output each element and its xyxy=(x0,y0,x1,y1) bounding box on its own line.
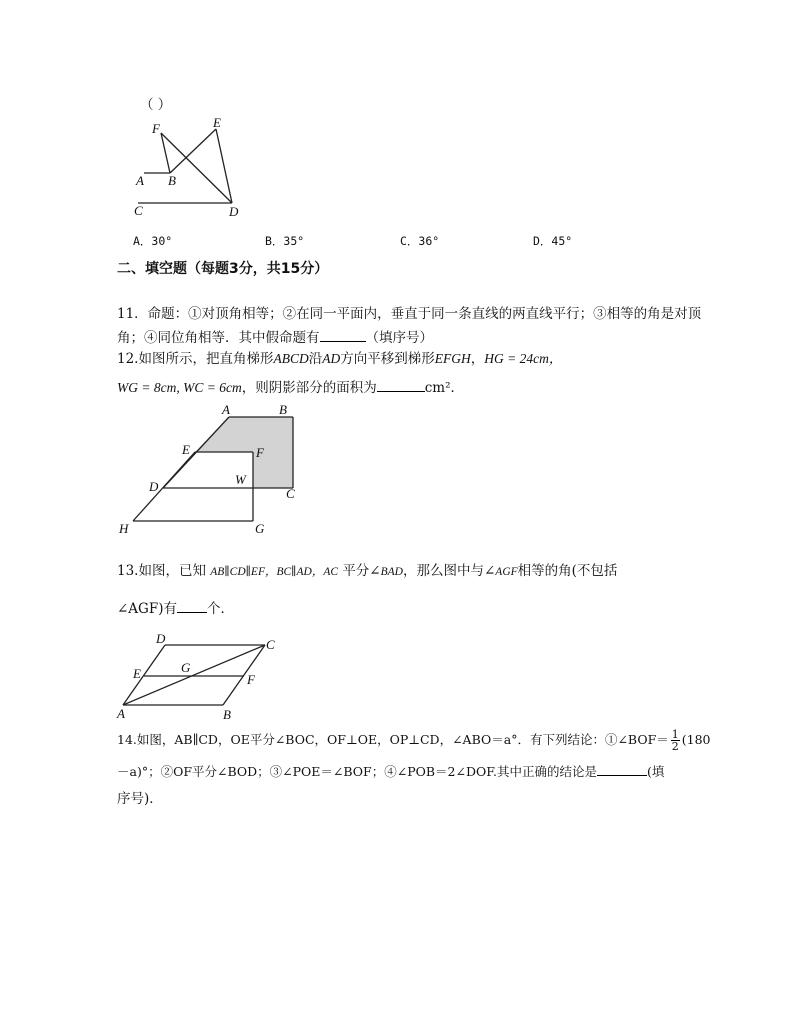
label-f: F xyxy=(256,445,264,460)
label-g: G xyxy=(181,660,191,675)
q12-text-a: 12.如图所示，把直角梯形 xyxy=(117,351,274,367)
q12-ad: AD xyxy=(322,351,341,366)
q11-line2 xyxy=(117,326,433,346)
fraction-one-half: $\frac{1}{2}$ xyxy=(671,728,679,753)
q14-answer-blank[interactable] xyxy=(597,763,647,776)
q14-text-d: (填 xyxy=(646,764,665,779)
q12-line1: 12.如图所示，把直角梯形ABCD沿AD方向平移到梯形EFGH，HG = 24cm， xyxy=(117,351,563,367)
label-e: E xyxy=(213,115,221,130)
q14-text-b: (180 xyxy=(681,732,711,747)
label-h: H xyxy=(119,521,129,536)
q13-text-d: 相等的角(不包括 xyxy=(517,563,618,579)
q11-suffix: （填序号） xyxy=(365,330,433,346)
q12-unit: cm²． xyxy=(424,380,464,396)
label-a: A xyxy=(222,402,230,417)
label-b: B xyxy=(168,173,176,188)
label-b: B xyxy=(279,402,287,417)
q13-text-a: 13.如图，已知 xyxy=(117,563,206,579)
option-b[interactable]: B．35° xyxy=(265,234,305,248)
segment-be xyxy=(170,129,216,173)
q13-answer-blank[interactable] xyxy=(177,600,207,613)
q14-text-c: －a)°；②OF平分∠BOD；③∠POE＝∠BOF；④∠POB＝2∠DOF.其中正确的结论是 xyxy=(117,764,597,779)
q11-answer-blank[interactable] xyxy=(320,329,366,342)
option-d[interactable]: D．45° xyxy=(533,234,573,248)
segment-ed xyxy=(216,129,232,203)
q13-agf: AGF xyxy=(495,566,518,578)
answer-paren: （ ） xyxy=(140,97,172,113)
label-b: B xyxy=(223,707,231,722)
label-c: C xyxy=(134,203,143,218)
q13-text-c: ，那么图中与∠ xyxy=(402,563,496,579)
q14-line2 xyxy=(117,762,664,780)
q12-text-b: 沿 xyxy=(308,351,323,367)
section-title: 二、填空题（每题3分，共15分） xyxy=(117,261,329,277)
option-a[interactable]: A．30° xyxy=(133,234,173,248)
label-c: C xyxy=(286,486,295,501)
label-a: A xyxy=(136,173,144,188)
q12-abcd: ABCD xyxy=(273,351,309,366)
q12-text-d: ，则阴影部分的面积为 xyxy=(241,380,377,396)
q12-text-c: 方向平移到梯形 xyxy=(340,351,435,367)
q13-conditions: AB∥CD∥EF，BC∥AD，AC xyxy=(210,566,339,578)
q14-line3: 序号)． xyxy=(117,791,163,807)
q13-figure xyxy=(113,628,288,724)
q13-line2 xyxy=(117,597,234,617)
q14-line1 xyxy=(117,729,711,752)
q12-line2 xyxy=(117,376,464,396)
label-f: F xyxy=(152,121,160,136)
q13-text-b: 平分∠ xyxy=(342,563,381,579)
label-e: E xyxy=(182,442,190,457)
q13-text-e: ∠AGF)有 xyxy=(117,601,177,617)
label-c: C xyxy=(266,637,275,652)
q12-wg-wc: WG = 8cm, WC = 6cm xyxy=(117,380,242,395)
q12-figure xyxy=(113,398,313,538)
label-a: A xyxy=(117,706,125,721)
segment-fb xyxy=(161,133,170,173)
q12-answer-blank[interactable] xyxy=(377,379,425,392)
label-f: F xyxy=(247,672,255,687)
q10-figure xyxy=(128,115,258,223)
q11-line1: 11．命题：①对顶角相等；②在同一平面内，垂直于同一条直线的两直线平行；③相等的角是对顶 xyxy=(117,306,702,322)
option-c[interactable]: C．36° xyxy=(400,234,440,248)
q13-text-f: 个． xyxy=(206,601,234,617)
segment-eh xyxy=(133,452,195,521)
label-d: D xyxy=(156,631,166,646)
q12-efgh: EFGH xyxy=(434,351,471,366)
q11-text: 角；④同位角相等．其中假命题有 xyxy=(117,330,320,346)
label-d: D xyxy=(229,204,239,219)
label-d: D xyxy=(149,479,159,494)
label-e: E xyxy=(133,666,141,681)
q13-line1 xyxy=(117,559,617,579)
q13-bad: BAD xyxy=(380,566,403,578)
q14-text-a: 14.如图，AB∥CD，OE平分∠BOC，OF⊥OE，OP⊥CD，∠ABO＝a°．有下列结论：①∠BOF＝ xyxy=(117,732,669,747)
q12-hg: HG = 24cm， xyxy=(484,351,563,366)
label-g: G xyxy=(255,521,265,536)
label-w: W xyxy=(235,472,246,487)
segment-fd xyxy=(161,133,232,203)
